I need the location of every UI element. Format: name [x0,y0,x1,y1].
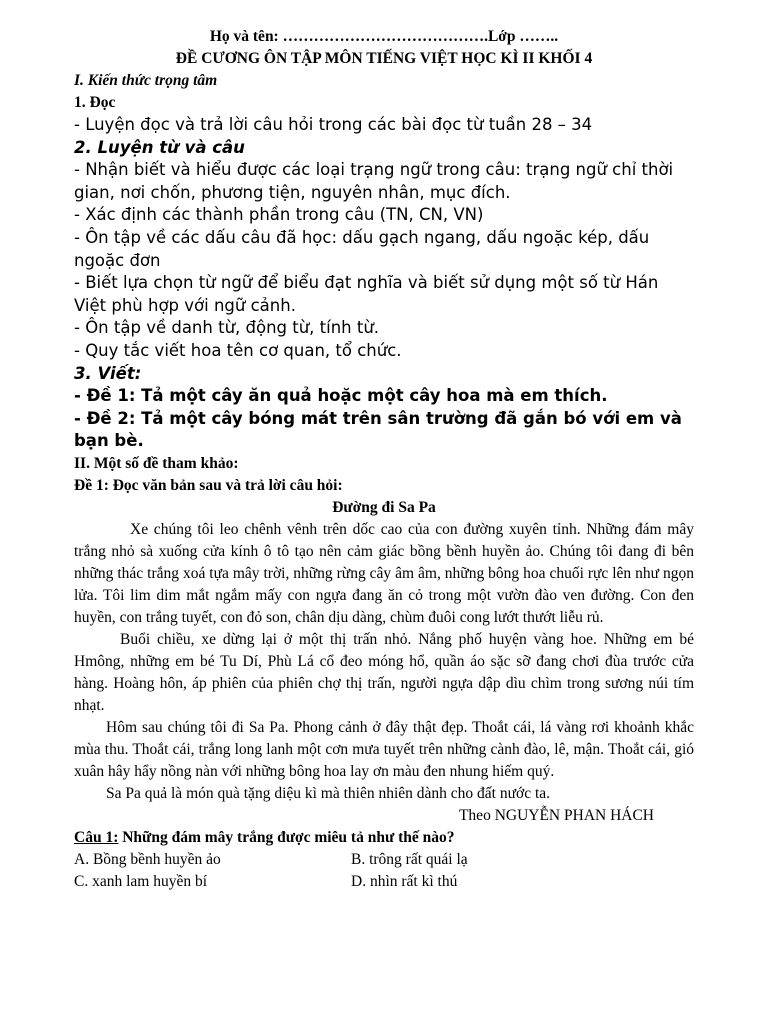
option-d: D. nhìn rất kì thú [351,872,458,890]
option-c: C. xanh lam huyền bí [74,872,208,890]
answer-options [74,849,694,893]
question-1 [74,827,694,849]
option-b: B. trông rất quái lạ [351,850,468,868]
vocab-item: - Biết lựa chọn từ ngữ để biểu đạt nghĩa và biết sử dụng một số từ Hán Việt phù hợp với ngữ cảnh. [74,273,659,315]
document-title: ĐỀ CƯƠNG ÔN TẬP MÔN TIẾNG VIỆT HỌC KÌ II KHỐI 4 [175,50,593,67]
vocab-item: - Ôn tập về danh từ, động từ, tính từ. [74,318,380,338]
passage-paragraph: Buổi chiều, xe dừng lại ở một thị trấn nhỏ. Nắng phố huyện vàng hoe. Những em bé Hmông, những em bé Tu Dí, Phù Lá cổ đeo móng hổ, quần áo sặc sỡ đang chơi đùa trước cửa hàng. Hoàng hôn, áp phiên của phiên chợ thị trấn, người ngựa dập dìu chìm trong sương núi tím nhạt. [74,630,694,714]
section1-heading: I. Kiến thức trọng tâm [74,72,218,89]
exam-label: Đề 1: Đọc văn bản sau và trả lời câu hỏi: [74,476,343,494]
passage-title: Đường đi Sa Pa [332,498,436,516]
vocab-item: - Quy tắc viết hoa tên cơ quan, tổ chức. [74,340,402,360]
passage-paragraph: Sa Pa quả là món quà tặng diệu kì mà thiên nhiên dành cho đất nước ta. [106,784,551,802]
question-label: Câu 1: [74,828,119,846]
passage-credit: Theo NGUYỄN PHAN HÁCH [458,806,654,824]
passage-paragraph: Hôm sau chúng tôi đi Sa Pa. Phong cảnh ở đây thật đẹp. Thoắt cái, lá vàng rơi khoảnh khắc mùa thu. Thoắt cái, trắng long lanh một cơn mưa tuyết trên những cành đào, lê, mận. Thoắt cái, gió xuân hây hẩy nồng nàn với những bông hoa lay ơn màu đen nhung hiếm quý. [74,718,694,780]
vocab-item: - Nhận biết và hiểu được các loại trạng ngữ trong câu: trạng ngữ chỉ thời gian, nơi chốn, phương tiện, nguyên nhân, mục đích. [74,160,674,202]
section2-heading: II. Một số đề tham khảo: [74,454,239,472]
question-text: Những đám mây trắng được miêu tả như thế nào? [118,828,455,846]
writing-item: - Đề 2: Tả một cây bóng mát trên sân trường đã gắn bó với em và bạn bè. [74,408,682,451]
writing-heading: 3. Viết: [74,363,142,383]
reading-heading: 1. Đọc [74,94,116,111]
reading-item: - Luyện đọc và trả lời câu hỏi trong các bài đọc từ tuần 28 – 34 [74,115,593,134]
vocab-item: - Ôn tập về các dấu câu đã học: dấu gạch ngang, dấu ngoặc kép, dấu ngoặc đơn [74,227,650,270]
name-class-line: Họ và tên: ………………………………….Lớp …….. [209,28,559,45]
writing-item: - Đề 1: Tả một cây ăn quả hoặc một cây hoa mà em thích. [74,386,608,406]
option-a: A. Bồng bềnh huyền ảo [74,850,221,868]
vocab-heading: 2. Luyện từ và câu [74,137,245,157]
passage-paragraph: Xe chúng tôi leo chênh vênh trên dốc cao của con đường xuyên tỉnh. Những đám mây trắng nhỏ sà xuống cửa kính ô tô tạo nên cảm giác bồng bềnh huyền ảo. Chúng tôi đang đi bên những thác trắng xoá tựa mây trời, những rừng cây âm âm, những bông hoa chuối rực lên như ngọn lửa. Tôi lim dim mắt ngắm mấy con ngựa đang ăn cỏ trong một vườn đào ven đường. Con đen huyền, con trắng tuyết, con đỏ son, chân dịu dàng, chùm đuôi cong lướt thướt liễu rủ. [74,520,694,626]
vocab-item: - Xác định các thành phần trong câu (TN, CN, VN) [74,205,484,225]
